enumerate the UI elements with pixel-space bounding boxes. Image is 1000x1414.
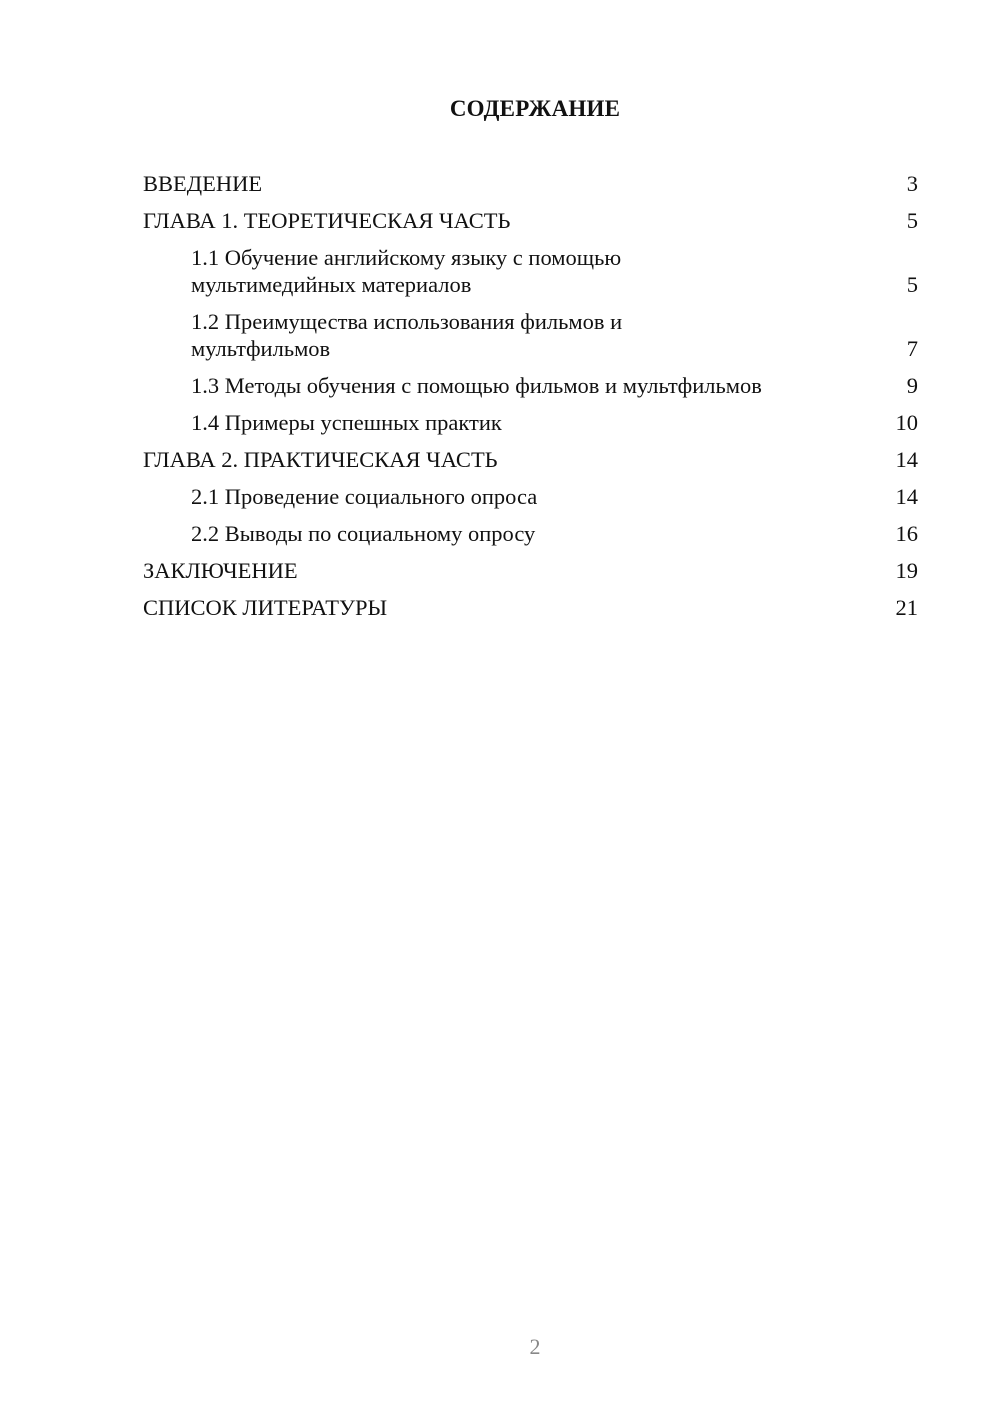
toc-entry <box>143 372 918 399</box>
toc-entry-label: 1.3 Методы обучения с помощью фильмов и мультфильмов <box>191 373 762 398</box>
toc-entry-label: ЗАКЛЮЧЕНИЕ <box>143 558 298 583</box>
toc-entry-page: 14 <box>895 447 918 472</box>
page-number: 2 <box>529 1334 541 1359</box>
toc-entry <box>143 446 918 473</box>
toc-entry-label: 1.1 Обучение английскому языку с помощью мультимедийных материалов <box>191 245 622 297</box>
toc-entry-page: 5 <box>906 272 918 297</box>
toc-entry <box>143 409 918 436</box>
table-of-contents <box>143 170 918 631</box>
toc-entry-page: 7 <box>906 336 918 361</box>
toc-entry-page: 14 <box>895 484 918 509</box>
toc-entry <box>143 170 918 197</box>
toc-entry-label: ВВЕДЕНИЕ <box>143 171 263 196</box>
toc-entry-label: 1.4 Примеры успешных практик <box>191 410 502 435</box>
toc-entry-page: 19 <box>895 558 918 583</box>
toc-entry-label: 2.1 Проведение социального опроса <box>191 484 538 509</box>
toc-entry-page: 16 <box>895 521 918 546</box>
toc-entry-page: 3 <box>906 171 918 196</box>
toc-entry-label: 2.2 Выводы по социальному опросу <box>191 521 536 546</box>
toc-entry-page: 21 <box>895 595 918 620</box>
page-title: СОДЕРЖАНИЕ <box>449 96 621 121</box>
toc-entry-page: 5 <box>906 208 918 233</box>
toc-entry-label: ГЛАВА 2. ПРАКТИЧЕСКАЯ ЧАСТЬ <box>143 447 498 472</box>
toc-entry-label: СПИСОК ЛИТЕРАТУРЫ <box>143 595 388 620</box>
toc-entry <box>143 244 918 298</box>
toc-entry <box>143 207 918 234</box>
toc-entry <box>143 520 918 547</box>
toc-entry <box>143 557 918 584</box>
toc-entry-label: 1.2 Преимущества использования фильмов и мультфильмов <box>191 309 623 361</box>
toc-entry-page: 10 <box>895 410 918 435</box>
toc-entry <box>143 308 918 362</box>
toc-entry-page: 9 <box>906 373 918 398</box>
toc-entry <box>143 483 918 510</box>
toc-entry-label: ГЛАВА 1. ТЕОРЕТИЧЕСКАЯ ЧАСТЬ <box>143 208 511 233</box>
toc-entry <box>143 594 918 621</box>
